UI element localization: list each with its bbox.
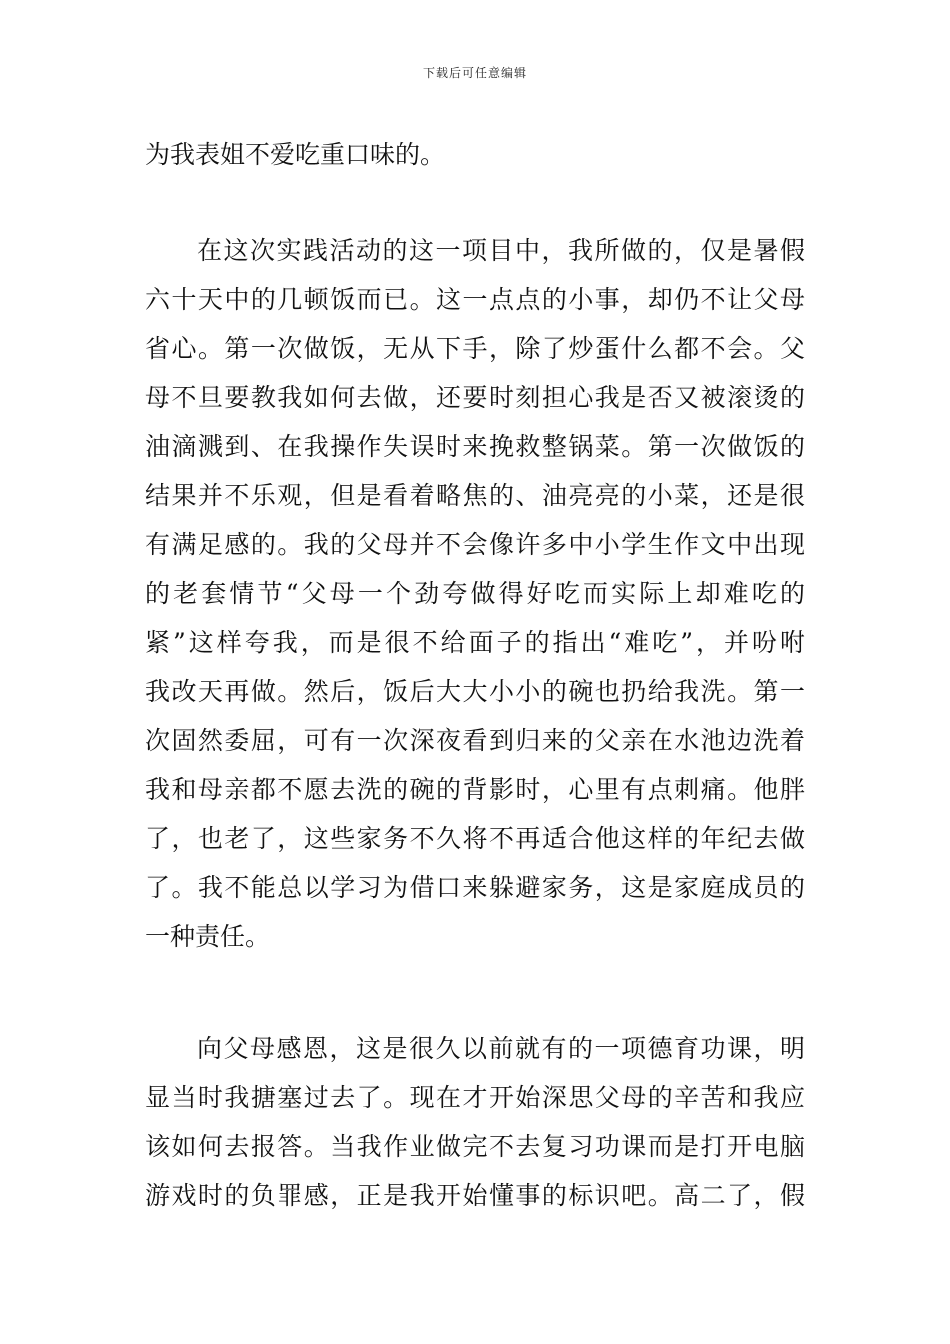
text-line: 我改天再做。然后，饭后大大小小的碗也扔给我洗。第一 <box>145 677 805 706</box>
text-line: 油滴溅到、在我操作失误时来挽救整锅菜。第一次做饭的 <box>145 432 805 461</box>
text-line: 结果并不乐观，但是看着略焦的、油亮亮的小菜，还是很 <box>145 481 805 510</box>
text-line: 了，也老了，这些家务不久将不再适合他这样的年纪去做 <box>145 824 805 853</box>
text-line: 的老套情节“父母一个劲夸做得好吃而实际上却难吃的 <box>145 579 805 608</box>
paragraph-2 <box>145 226 805 961</box>
text-line: 母不旦要教我如何去做，还要时刻担心我是否又被滚烫的 <box>145 383 805 412</box>
text-line: 次固然委屈，可有一次深夜看到归来的父亲在水池边洗着 <box>145 726 805 755</box>
text-line: 显当时我搪塞过去了。现在才开始深思父母的辛苦和我应 <box>145 1083 805 1112</box>
text-line: 该如何去报答。当我作业做完不去复习功课而是打开电脑 <box>145 1132 805 1161</box>
text-line: 向父母感恩，这是很久以前就有的一项德育功课，明 <box>197 1034 805 1063</box>
text-line: 在这次实践活动的这一项目中，我所做的，仅是暑假 <box>197 236 805 265</box>
paragraph-3 <box>145 1024 805 1220</box>
text-line: 游戏时的负罪感，正是我开始懂事的标识吧。高二了，假 <box>145 1181 805 1210</box>
text-line: 有满足感的。我的父母并不会像许多中小学生作文中出现 <box>145 530 805 559</box>
page-header: 下载后可任意编辑 <box>422 66 527 80</box>
text-line: 省心。第一次做饭，无从下手，除了炒蛋什么都不会。父 <box>145 334 805 363</box>
text-line: 一种责任。 <box>145 922 271 951</box>
text-line: 我和母亲都不愿去洗的碗的背影时，心里有点刺痛。他胖 <box>145 775 805 804</box>
text-line: 紧”这样夸我，而是很不给面子的指出“难吃”，并吩咐 <box>145 628 805 657</box>
text-line: 六十天中的几顿饭而已。这一点点的小事，却仍不让父母 <box>145 285 805 314</box>
text-line: 了。我不能总以学习为借口来躲避家务，这是家庭成员的 <box>145 873 805 902</box>
paragraph-1 <box>145 130 805 179</box>
text-line: 为我表姐不爱吃重口味的。 <box>145 140 446 169</box>
